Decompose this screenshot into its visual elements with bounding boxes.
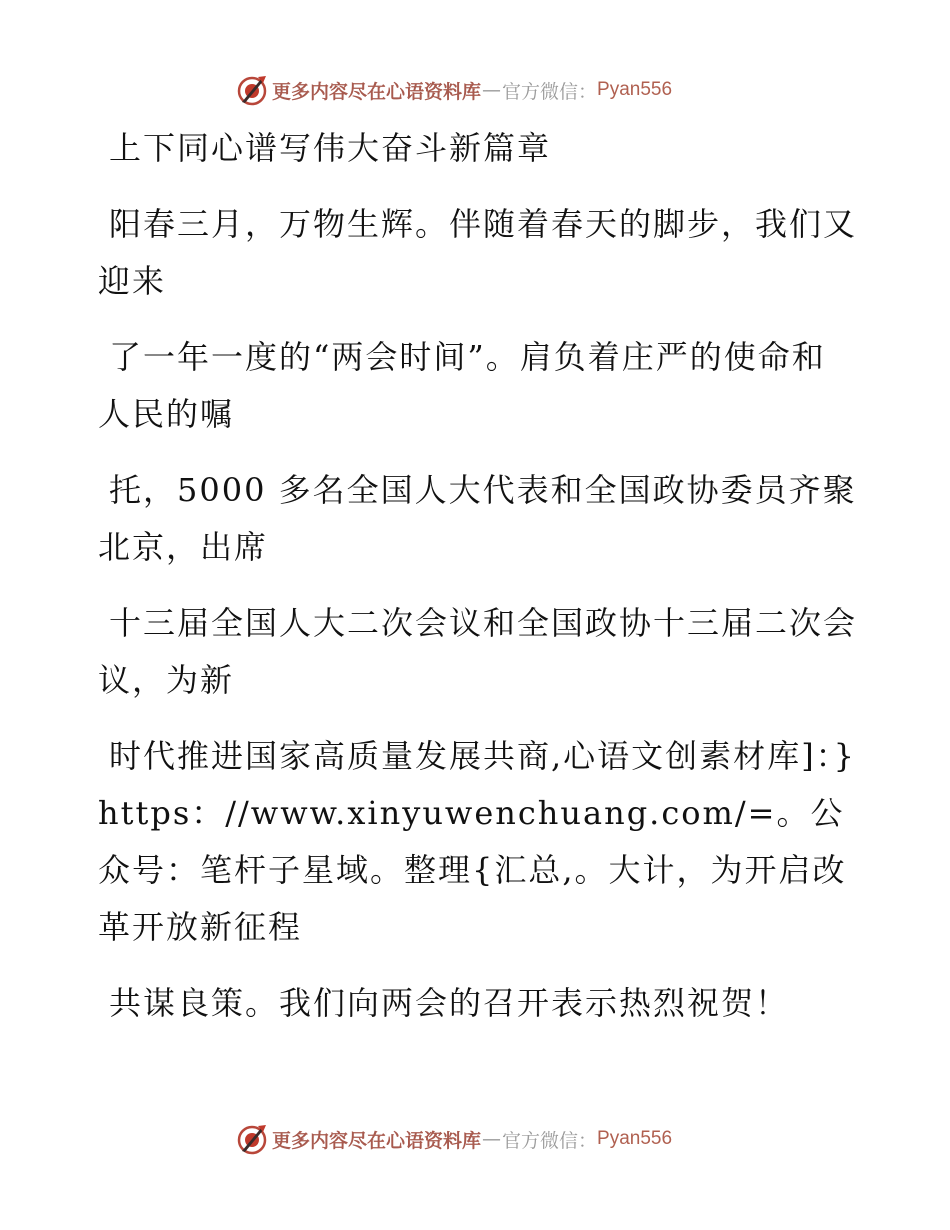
paragraph-1-rest: 又迎来 — [98, 205, 858, 300]
header-banner — [236, 73, 672, 107]
paragraph-5-first: 时代推进国家高质量发展共商,心语文创素材 — [109, 737, 768, 775]
paragraph-4-first: 十三届全国人大二次会议和全国政协十三届二次 — [109, 604, 824, 642]
document-body — [98, 120, 858, 1051]
footer-wechat-label: 官方微信： — [502, 1129, 598, 1152]
paragraph-2-rest: 和人民的嘱 — [98, 338, 826, 433]
paragraph-6 — [98, 975, 858, 1032]
header-brand-text: 更多内容尽在心语资料库 — [272, 80, 482, 103]
quill-logo-icon — [236, 1123, 268, 1155]
footer-wechat-id: Pyan556 — [597, 1128, 673, 1149]
paragraph-3-rest: 北京，出席 — [98, 528, 269, 566]
paragraph-2 — [98, 329, 858, 443]
paragraph-3-first: 托，5000 多名全国人大代表和全国政协委员齐聚 — [109, 471, 857, 509]
document-title-text: 上下同心谱写伟大奋斗新篇章 — [109, 129, 552, 167]
paragraph-1 — [98, 196, 858, 310]
paragraph-2-first: 了一年一度的“两会时间”。肩负着庄严的使命 — [109, 338, 792, 376]
footer-brand-text: 更多内容尽在心语资料库 — [272, 1129, 482, 1152]
paragraph-4-rest: 会议，为新 — [98, 604, 858, 699]
paragraph-1-first: 阳春三月，万物生辉。伴随着春天的脚步，我们 — [109, 205, 824, 243]
paragraph-6-first: 共谋良策。我们向两会的召开表示热烈祝贺！ — [109, 984, 790, 1022]
document-title — [98, 120, 858, 177]
header-wechat-id: Pyan556 — [597, 79, 673, 100]
header-dash: — — [482, 79, 502, 101]
footer-banner — [236, 1122, 672, 1156]
header-wechat-label: 官方微信： — [502, 80, 598, 103]
paragraph-5-rest: 库]：}https：//www.xinyuwenchuang.com/=。公众号：笔杆子星域。整理{汇总,。大计，为开启改革开放新征程 — [98, 737, 857, 946]
footer-dash: — — [482, 1128, 502, 1150]
paragraph-5 — [98, 728, 858, 956]
quill-logo-icon — [236, 74, 268, 106]
paragraph-3 — [98, 462, 858, 576]
paragraph-4 — [98, 595, 858, 709]
